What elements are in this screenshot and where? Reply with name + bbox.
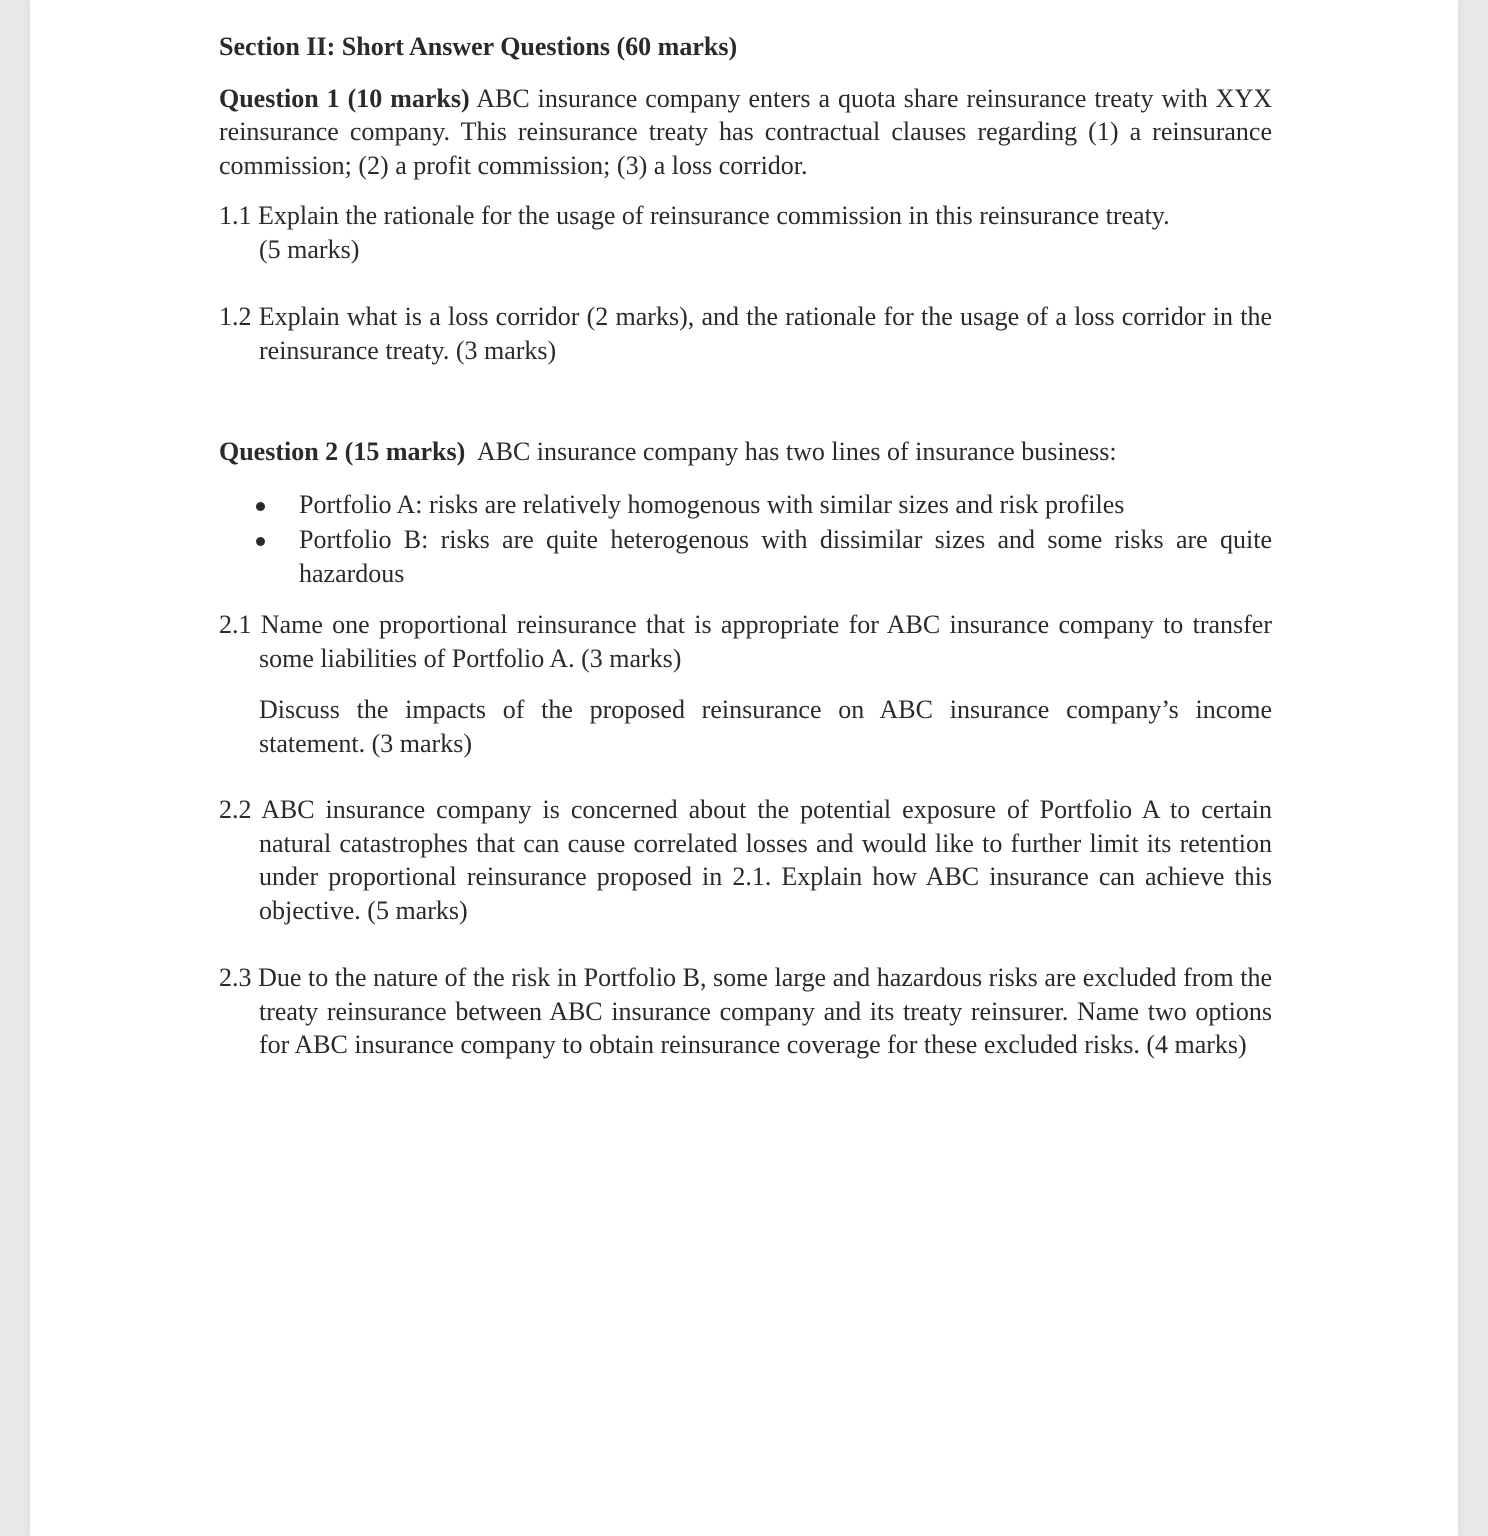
question-1-text: ABC insurance company enters a quota share reinsurance treaty with XYX reinsurance company. This reinsurance treaty has contractual clauses regarding (1) a reinsurance commission; (2) a profit commission; (3) a loss corridor. [219, 83, 1273, 180]
document-content [219, 30, 1272, 1062]
list-item [219, 488, 1272, 522]
question-2-text: ABC insurance company has two lines of insurance business: [465, 437, 1117, 466]
document-page [30, 0, 1458, 1536]
question-2-1: 2.1 Name one proportional reinsurance that is appropriate for ABC insurance company to transfer some liabilities of Portfolio A. (3 marks) [219, 610, 1272, 673]
question-1-intro [219, 82, 1272, 183]
bullet-icon [256, 537, 265, 546]
question-1-2: 1.2 Explain what is a loss corridor (2 marks), and the rationale for the usage of a loss corridor in the reinsurance treaty. (3 marks) [219, 302, 1272, 365]
section-title: Section II: Short Answer Questions (60 marks) [219, 32, 738, 61]
portfolio-list [219, 488, 1272, 591]
question-1-heading: Question 1 (10 marks) [219, 83, 470, 113]
question-2-3: 2.3 Due to the nature of the risk in Portfolio B, some large and hazardous risks are excluded from the treaty reinsurance between ABC insurance company and its treaty reinsurer. Name two options for ABC insurance company to obtain reinsurance coverage for these excluded risks. (4 marks) [219, 963, 1272, 1059]
portfolio-a-text: Portfolio A: risks are relatively homogenous with similar sizes and risk profiles [299, 489, 1125, 519]
question-2-heading: Question 2 (15 marks) [219, 437, 466, 466]
question-1-1-marks: (5 marks) [259, 234, 360, 264]
question-2-1-followup: Discuss the impacts of the proposed reinsurance on ABC insurance company’s income statement. (3 marks) [259, 695, 1272, 758]
question-1-1 [219, 199, 1272, 266]
portfolio-b-text: Portfolio B: risks are quite heterogenous with dissimilar sizes and some risks are quite hazardous [299, 525, 1272, 588]
question-1-1-text: 1.1 Explain the rationale for the usage of reinsurance commission in this reinsurance treaty. [219, 201, 1170, 230]
question-2-intro [219, 435, 1272, 469]
question-2-2: 2.2 ABC insurance company is concerned about the potential exposure of Portfolio A to certain natural catastrophes that can cause correlated losses and would like to further limit its retention under proportional reinsurance proposed in 2.1. Explain how ABC insurance can achieve this objective. (5 marks) [219, 795, 1272, 925]
list-item [219, 523, 1272, 590]
bullet-icon [256, 502, 265, 511]
